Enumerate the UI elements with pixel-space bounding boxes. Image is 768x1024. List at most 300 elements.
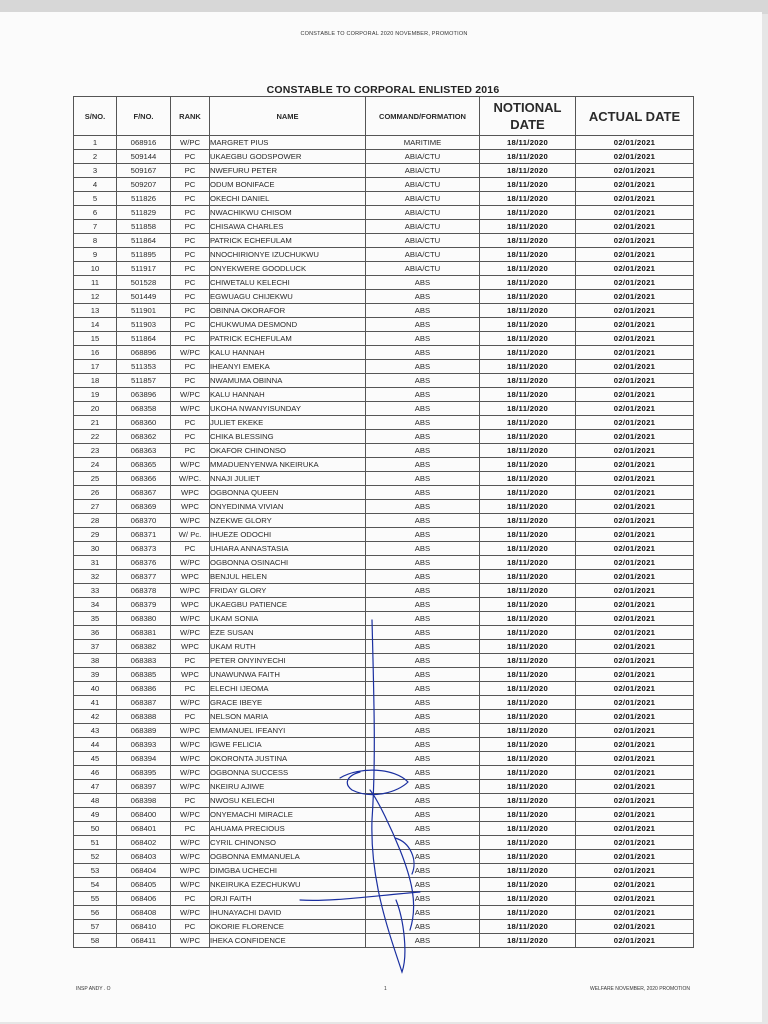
cell-notional-date: 18/11/2020 (480, 402, 576, 416)
cell-rank: W/PC (171, 612, 210, 626)
cell-fno: 068403 (117, 850, 171, 864)
cell-command: ABS (366, 318, 480, 332)
table-row (74, 444, 694, 458)
cell-rank: PC (171, 794, 210, 808)
cell-fno: 068370 (117, 514, 171, 528)
cell-name: NNAJI JULIET (210, 472, 366, 486)
cell-notional-date: 18/11/2020 (480, 150, 576, 164)
cell-rank: W/PC (171, 906, 210, 920)
cell-sno: 5 (74, 192, 117, 206)
cell-command: MARITIME (366, 136, 480, 150)
cell-command: ABS (366, 696, 480, 710)
cell-actual-date: 02/01/2021 (576, 836, 694, 850)
cell-name: MMADUENYENWA NKEIRUKA (210, 458, 366, 472)
cell-actual-date: 02/01/2021 (576, 710, 694, 724)
cell-sno: 33 (74, 584, 117, 598)
cell-actual-date: 02/01/2021 (576, 332, 694, 346)
cell-name: NWACHIKWU CHISOM (210, 206, 366, 220)
cell-sno: 53 (74, 864, 117, 878)
cell-sno: 7 (74, 220, 117, 234)
cell-fno: 068387 (117, 696, 171, 710)
cell-sno: 34 (74, 598, 117, 612)
cell-rank: W/PC (171, 766, 210, 780)
cell-name: UHIARA ANNASTASIA (210, 542, 366, 556)
table-row (74, 262, 694, 276)
cell-name: GRACE IBEYE (210, 696, 366, 710)
cell-notional-date: 18/11/2020 (480, 598, 576, 612)
cell-command: ABS (366, 486, 480, 500)
cell-actual-date: 02/01/2021 (576, 458, 694, 472)
cell-notional-date: 18/11/2020 (480, 556, 576, 570)
table-row (74, 836, 694, 850)
cell-command: ABS (366, 430, 480, 444)
cell-actual-date: 02/01/2021 (576, 598, 694, 612)
cell-command: ABIA/CTU (366, 192, 480, 206)
cell-actual-date: 02/01/2021 (576, 570, 694, 584)
cell-name: UNAWUNWA FAITH (210, 668, 366, 682)
cell-fno: 068398 (117, 794, 171, 808)
cell-fno: 509207 (117, 178, 171, 192)
table-row (74, 598, 694, 612)
cell-fno: 068382 (117, 640, 171, 654)
table-row (74, 682, 694, 696)
cell-sno: 45 (74, 752, 117, 766)
cell-name: NWOSU KELECHI (210, 794, 366, 808)
cell-fno: 068388 (117, 710, 171, 724)
cell-notional-date: 18/11/2020 (480, 234, 576, 248)
cell-name: CYRIL CHINONSO (210, 836, 366, 850)
cell-notional-date: 18/11/2020 (480, 374, 576, 388)
cell-notional-date: 18/11/2020 (480, 178, 576, 192)
cell-rank: PC (171, 374, 210, 388)
table-row (74, 752, 694, 766)
cell-actual-date: 02/01/2021 (576, 556, 694, 570)
cell-sno: 43 (74, 724, 117, 738)
cell-actual-date: 02/01/2021 (576, 346, 694, 360)
cell-command: ABIA/CTU (366, 220, 480, 234)
cell-rank: W/PC (171, 808, 210, 822)
cell-rank: PC (171, 920, 210, 934)
table-row (74, 542, 694, 556)
cell-command: ABIA/CTU (366, 164, 480, 178)
cell-rank: PC (171, 822, 210, 836)
cell-command: ABS (366, 276, 480, 290)
cell-name: IHUEZE ODOCHI (210, 528, 366, 542)
cell-fno: 068400 (117, 808, 171, 822)
cell-rank: WPC (171, 486, 210, 500)
cell-name: KALU HANNAH (210, 388, 366, 402)
cell-actual-date: 02/01/2021 (576, 682, 694, 696)
cell-actual-date: 02/01/2021 (576, 290, 694, 304)
cell-actual-date: 02/01/2021 (576, 766, 694, 780)
cell-notional-date: 18/11/2020 (480, 570, 576, 584)
cell-sno: 18 (74, 374, 117, 388)
cell-fno: 509144 (117, 150, 171, 164)
table-row (74, 164, 694, 178)
cell-command: ABS (366, 892, 480, 906)
cell-command: ABS (366, 360, 480, 374)
cell-rank: W/PC (171, 388, 210, 402)
cell-rank: PC (171, 248, 210, 262)
cell-command: ABS (366, 402, 480, 416)
cell-fno: 068411 (117, 934, 171, 948)
cell-fno: 068369 (117, 500, 171, 514)
cell-command: ABS (366, 416, 480, 430)
cell-name: OKECHI DANIEL (210, 192, 366, 206)
cell-actual-date: 02/01/2021 (576, 654, 694, 668)
cell-fno: 068380 (117, 612, 171, 626)
cell-command: ABS (366, 346, 480, 360)
cell-notional-date: 18/11/2020 (480, 682, 576, 696)
table-row (74, 360, 694, 374)
cell-name: IGWE FELICIA (210, 738, 366, 752)
table-row (74, 248, 694, 262)
cell-notional-date: 18/11/2020 (480, 164, 576, 178)
cell-sno: 21 (74, 416, 117, 430)
cell-actual-date: 02/01/2021 (576, 640, 694, 654)
table-row (74, 794, 694, 808)
cell-actual-date: 02/01/2021 (576, 318, 694, 332)
cell-command: ABS (366, 878, 480, 892)
cell-sno: 12 (74, 290, 117, 304)
cell-fno: 068386 (117, 682, 171, 696)
cell-rank: PC (171, 682, 210, 696)
cell-notional-date: 18/11/2020 (480, 136, 576, 150)
cell-rank: W/PC (171, 584, 210, 598)
cell-sno: 32 (74, 570, 117, 584)
cell-sno: 15 (74, 332, 117, 346)
cell-name: JULIET EKEKE (210, 416, 366, 430)
cell-command: ABS (366, 724, 480, 738)
cell-command: ABS (366, 514, 480, 528)
cell-command: ABIA/CTU (366, 234, 480, 248)
cell-sno: 10 (74, 262, 117, 276)
cell-rank: PC (171, 150, 210, 164)
table-row (74, 654, 694, 668)
cell-command: ABS (366, 780, 480, 794)
cell-actual-date: 02/01/2021 (576, 276, 694, 290)
cell-rank: PC (171, 220, 210, 234)
cell-fno: 068371 (117, 528, 171, 542)
cell-command: ABS (366, 584, 480, 598)
cell-command: ABIA/CTU (366, 262, 480, 276)
cell-sno: 8 (74, 234, 117, 248)
cell-notional-date: 18/11/2020 (480, 444, 576, 458)
cell-fno: 501528 (117, 276, 171, 290)
col-header-notional-date: NOTIONAL DATE (480, 97, 576, 136)
cell-name: BENJUL HELEN (210, 570, 366, 584)
cell-sno: 29 (74, 528, 117, 542)
cell-fno: 511917 (117, 262, 171, 276)
cell-actual-date: 02/01/2021 (576, 724, 694, 738)
cell-sno: 38 (74, 654, 117, 668)
cell-rank: W/PC (171, 514, 210, 528)
table-row (74, 304, 694, 318)
cell-fno: 511903 (117, 318, 171, 332)
cell-name: IHEKA CONFIDENCE (210, 934, 366, 948)
cell-notional-date: 18/11/2020 (480, 332, 576, 346)
cell-fno: 068363 (117, 444, 171, 458)
cell-actual-date: 02/01/2021 (576, 220, 694, 234)
cell-actual-date: 02/01/2021 (576, 234, 694, 248)
cell-rank: WPC (171, 668, 210, 682)
table-row (74, 766, 694, 780)
cell-name: OGBONNA OSINACHI (210, 556, 366, 570)
cell-fno: 068378 (117, 584, 171, 598)
cell-fno: 068916 (117, 136, 171, 150)
cell-actual-date: 02/01/2021 (576, 500, 694, 514)
cell-name: CHIWETALU KELECHI (210, 276, 366, 290)
cell-notional-date: 18/11/2020 (480, 416, 576, 430)
cell-sno: 6 (74, 206, 117, 220)
cell-notional-date: 18/11/2020 (480, 794, 576, 808)
cell-command: ABS (366, 654, 480, 668)
cell-actual-date: 02/01/2021 (576, 794, 694, 808)
cell-notional-date: 18/11/2020 (480, 626, 576, 640)
cell-actual-date: 02/01/2021 (576, 514, 694, 528)
cell-fno: 063896 (117, 388, 171, 402)
cell-rank: PC (171, 654, 210, 668)
cell-command: ABS (366, 850, 480, 864)
cell-actual-date: 02/01/2021 (576, 178, 694, 192)
table-row (74, 220, 694, 234)
cell-rank: W/ Pc. (171, 528, 210, 542)
table-row (74, 206, 694, 220)
cell-command: ABIA/CTU (366, 248, 480, 262)
cell-sno: 35 (74, 612, 117, 626)
cell-fno: 068366 (117, 472, 171, 486)
cell-notional-date: 18/11/2020 (480, 276, 576, 290)
cell-rank: W/PC (171, 850, 210, 864)
cell-name: DIMGBA UCHECHI (210, 864, 366, 878)
cell-notional-date: 18/11/2020 (480, 360, 576, 374)
cell-actual-date: 02/01/2021 (576, 374, 694, 388)
cell-command: ABS (366, 570, 480, 584)
footer-author: INSP ANDY . O (76, 986, 111, 992)
cell-command: ABIA/CTU (366, 150, 480, 164)
cell-notional-date: 18/11/2020 (480, 668, 576, 682)
cell-sno: 3 (74, 164, 117, 178)
cell-rank: PC (171, 192, 210, 206)
cell-notional-date: 18/11/2020 (480, 248, 576, 262)
cell-rank: WPC (171, 598, 210, 612)
cell-notional-date: 18/11/2020 (480, 906, 576, 920)
table-row (74, 584, 694, 598)
cell-name: MARGRET PIUS (210, 136, 366, 150)
cell-fno: 068365 (117, 458, 171, 472)
cell-fno: 068397 (117, 780, 171, 794)
cell-command: ABS (366, 668, 480, 682)
table-row (74, 864, 694, 878)
cell-rank: PC (171, 542, 210, 556)
cell-actual-date: 02/01/2021 (576, 164, 694, 178)
cell-notional-date: 18/11/2020 (480, 542, 576, 556)
cell-rank: W/PC (171, 738, 210, 752)
cell-sno: 54 (74, 878, 117, 892)
cell-command: ABS (366, 374, 480, 388)
footer-title: WELFARE NOVEMBER, 2020 PROMOTION (590, 986, 691, 992)
cell-fno: 068405 (117, 878, 171, 892)
cell-actual-date: 02/01/2021 (576, 402, 694, 416)
cell-notional-date: 18/11/2020 (480, 752, 576, 766)
cell-notional-date: 18/11/2020 (480, 850, 576, 864)
cell-sno: 57 (74, 920, 117, 934)
cell-notional-date: 18/11/2020 (480, 710, 576, 724)
cell-notional-date: 18/11/2020 (480, 920, 576, 934)
cell-notional-date: 18/11/2020 (480, 766, 576, 780)
cell-actual-date: 02/01/2021 (576, 668, 694, 682)
cell-fno: 068393 (117, 738, 171, 752)
cell-actual-date: 02/01/2021 (576, 248, 694, 262)
col-header-actual-date: ACTUAL DATE (576, 97, 694, 136)
cell-sno: 30 (74, 542, 117, 556)
table-row (74, 724, 694, 738)
cell-name: OGBONNA SUCCESS (210, 766, 366, 780)
cell-name: ODUM BONIFACE (210, 178, 366, 192)
cell-sno: 27 (74, 500, 117, 514)
cell-command: ABIA/CTU (366, 178, 480, 192)
cell-fno: 511864 (117, 332, 171, 346)
cell-command: ABS (366, 528, 480, 542)
cell-command: ABS (366, 906, 480, 920)
table-row (74, 850, 694, 864)
cell-rank: PC (171, 262, 210, 276)
table-row (74, 290, 694, 304)
cell-notional-date: 18/11/2020 (480, 654, 576, 668)
table-row (74, 276, 694, 290)
table-row (74, 318, 694, 332)
cell-rank: PC (171, 178, 210, 192)
cell-command: ABS (366, 472, 480, 486)
cell-sno: 13 (74, 304, 117, 318)
cell-rank: PC (171, 416, 210, 430)
cell-fno: 068408 (117, 906, 171, 920)
cell-sno: 50 (74, 822, 117, 836)
cell-notional-date: 18/11/2020 (480, 808, 576, 822)
cell-actual-date: 02/01/2021 (576, 612, 694, 626)
cell-sno: 42 (74, 710, 117, 724)
table-row (74, 514, 694, 528)
cell-notional-date: 18/11/2020 (480, 220, 576, 234)
cell-sno: 2 (74, 150, 117, 164)
cell-sno: 58 (74, 934, 117, 948)
cell-command: ABS (366, 458, 480, 472)
cell-actual-date: 02/01/2021 (576, 808, 694, 822)
cell-notional-date: 18/11/2020 (480, 724, 576, 738)
cell-sno: 14 (74, 318, 117, 332)
cell-notional-date: 18/11/2020 (480, 486, 576, 500)
table-row (74, 402, 694, 416)
cell-name: EMMANUEL IFEANYI (210, 724, 366, 738)
cell-actual-date: 02/01/2021 (576, 864, 694, 878)
cell-sno: 49 (74, 808, 117, 822)
cell-sno: 20 (74, 402, 117, 416)
cell-command: ABS (366, 934, 480, 948)
table-row (74, 780, 694, 794)
table-title: CONSTABLE TO CORPORAL ENLISTED 2016 (266, 84, 500, 96)
table-row (74, 920, 694, 934)
cell-notional-date: 18/11/2020 (480, 192, 576, 206)
table-row (74, 640, 694, 654)
table-row (74, 430, 694, 444)
table-row (74, 346, 694, 360)
table-row (74, 374, 694, 388)
cell-sno: 25 (74, 472, 117, 486)
cell-sno: 55 (74, 892, 117, 906)
cell-name: ONYEDINMA VIVIAN (210, 500, 366, 514)
cell-sno: 56 (74, 906, 117, 920)
cell-sno: 51 (74, 836, 117, 850)
cell-notional-date: 18/11/2020 (480, 388, 576, 402)
cell-fno: 511901 (117, 304, 171, 318)
cell-fno: 068362 (117, 430, 171, 444)
cell-actual-date: 02/01/2021 (576, 388, 694, 402)
table-header-row (74, 97, 694, 136)
cell-command: ABS (366, 682, 480, 696)
col-header-rank: RANK (171, 97, 210, 136)
cell-command: ABS (366, 752, 480, 766)
cell-rank: W/PC (171, 752, 210, 766)
cell-actual-date: 02/01/2021 (576, 920, 694, 934)
table-row (74, 906, 694, 920)
cell-sno: 41 (74, 696, 117, 710)
cell-rank: PC (171, 290, 210, 304)
table-row (74, 612, 694, 626)
cell-name: PATRICK ECHEFULAM (210, 332, 366, 346)
cell-rank: WPC (171, 640, 210, 654)
table-row (74, 150, 694, 164)
cell-actual-date: 02/01/2021 (576, 472, 694, 486)
cell-fno: 068358 (117, 402, 171, 416)
table-row (74, 388, 694, 402)
cell-actual-date: 02/01/2021 (576, 542, 694, 556)
cell-fno: 068896 (117, 346, 171, 360)
cell-rank: PC (171, 276, 210, 290)
table-row (74, 668, 694, 682)
cell-command: ABS (366, 836, 480, 850)
cell-sno: 11 (74, 276, 117, 290)
cell-fno: 068394 (117, 752, 171, 766)
cell-rank: W/PC (171, 724, 210, 738)
cell-rank: W/PC (171, 136, 210, 150)
cell-name: NKEIRU AJIWE (210, 780, 366, 794)
cell-name: EZE SUSAN (210, 626, 366, 640)
cell-notional-date: 18/11/2020 (480, 584, 576, 598)
cell-notional-date: 18/11/2020 (480, 500, 576, 514)
cell-actual-date: 02/01/2021 (576, 136, 694, 150)
cell-rank: W/PC (171, 346, 210, 360)
cell-command: ABS (366, 626, 480, 640)
cell-rank: PC (171, 332, 210, 346)
cell-sno: 22 (74, 430, 117, 444)
table-row (74, 178, 694, 192)
cell-sno: 23 (74, 444, 117, 458)
cell-command: ABS (366, 332, 480, 346)
cell-name: NWEFURU PETER (210, 164, 366, 178)
cell-name: ELECHI IJEOMA (210, 682, 366, 696)
cell-notional-date: 18/11/2020 (480, 934, 576, 948)
cell-sno: 9 (74, 248, 117, 262)
cell-rank: PC (171, 234, 210, 248)
cell-fno: 511858 (117, 220, 171, 234)
cell-name: ORJI FAITH (210, 892, 366, 906)
cell-sno: 17 (74, 360, 117, 374)
cell-actual-date: 02/01/2021 (576, 906, 694, 920)
cell-name: CHIKA BLESSING (210, 430, 366, 444)
cell-notional-date: 18/11/2020 (480, 864, 576, 878)
cell-notional-date: 18/11/2020 (480, 738, 576, 752)
cell-sno: 31 (74, 556, 117, 570)
